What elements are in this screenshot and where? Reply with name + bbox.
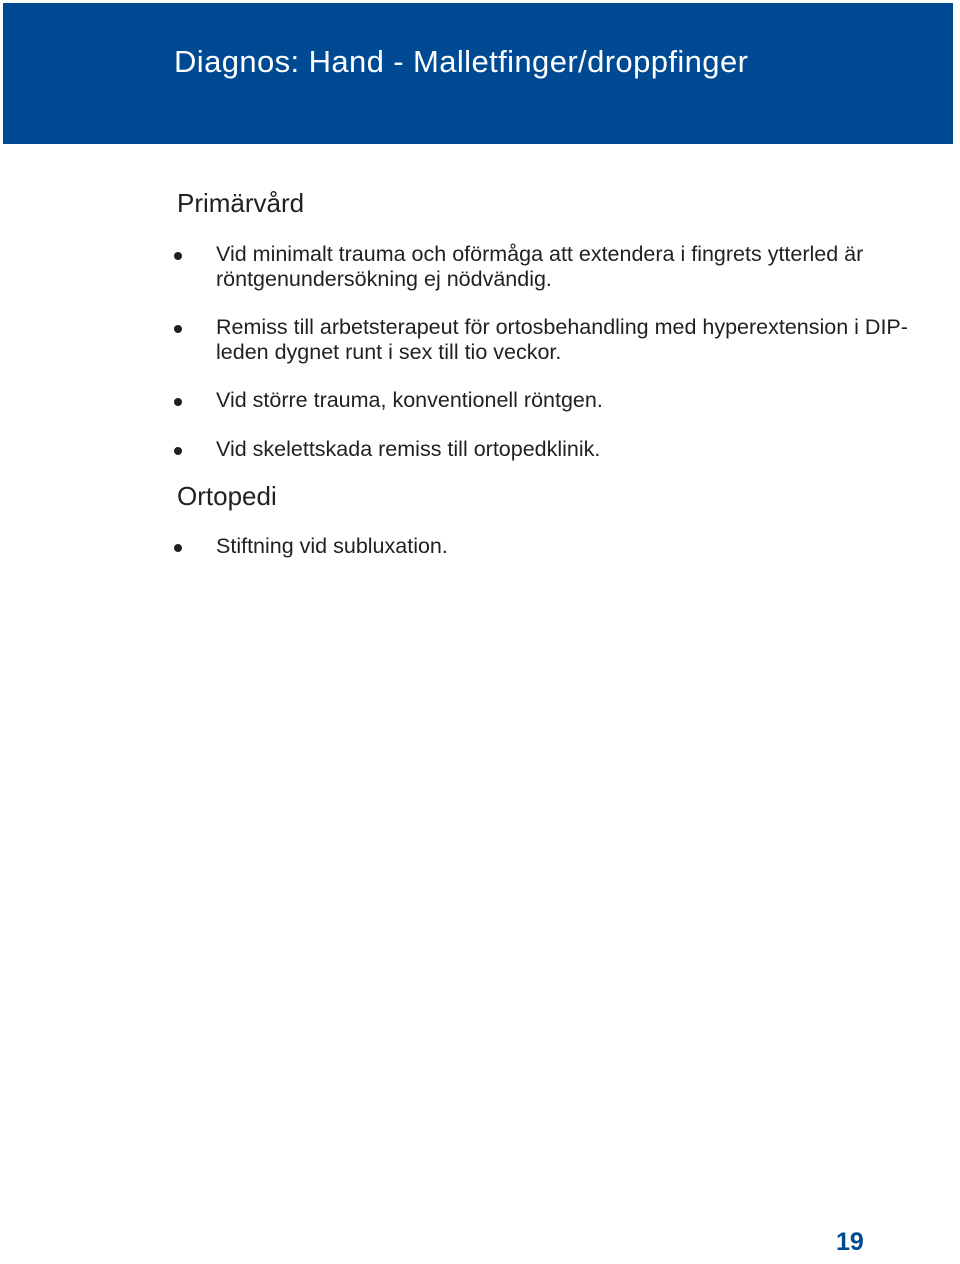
bullet-icon [174,325,182,333]
page-number: 19 [836,1228,864,1256]
list-item-text: Stiftning vid subluxation. [216,534,448,558]
section-heading-primarvard: Primärvård [177,188,305,218]
page-title: Diagnos: Hand - Malletfinger/droppfinger [174,44,749,79]
bullet-icon [174,252,182,260]
bullet-icon [174,447,182,455]
bullet-icon [174,544,182,552]
list-item-text: Vid minimalt trauma och oförmåga att extendera i fingrets ytterled är röntgenundersökning ej nödvändig. [216,242,864,291]
list-item-text: Vid större trauma, konventionell röntgen. [216,388,603,412]
bullet-icon [174,398,182,406]
list-item-text: Remiss till arbetsterapeut för ortosbehandling med hyperextension i DIP-leden dygnet runt i sex till tio veckor. [216,315,908,364]
section-heading-ortopedi: Ortopedi [177,481,277,511]
list-item-text: Vid skelettskada remiss till ortopedklinik. [216,437,601,461]
